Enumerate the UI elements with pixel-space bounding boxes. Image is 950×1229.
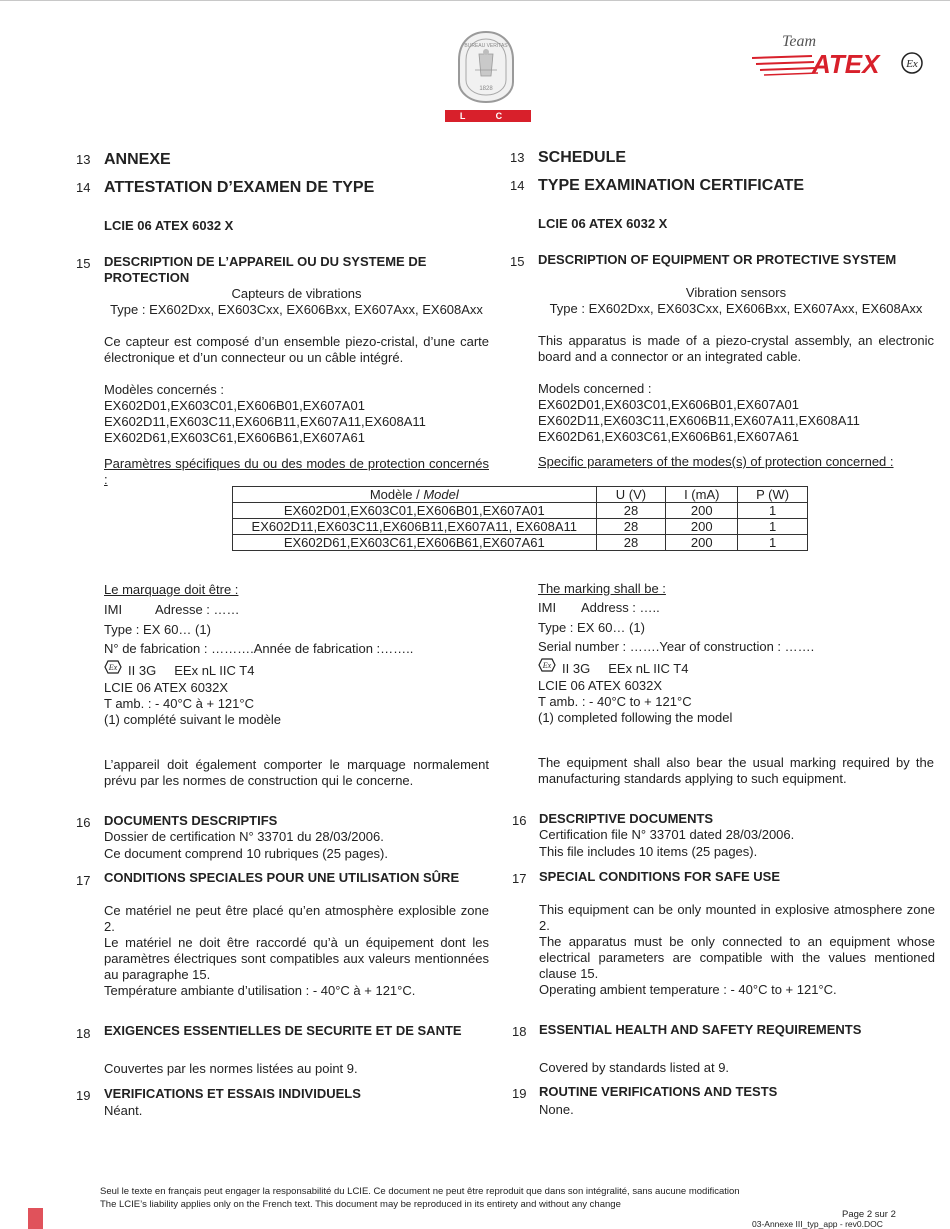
table-cell-p: 1 — [738, 535, 808, 551]
parameters-table — [232, 486, 808, 551]
fr-marking-imi: IMI — [104, 602, 123, 617]
en-section-15-title: DESCRIPTION OF EQUIPMENT OR PROTECTIVE SYSTEM — [538, 252, 897, 267]
table-cell-i: 200 — [666, 519, 738, 535]
fr-section-17-paragraph-2: Le matériel ne doit être raccordé qu’à un équipement dont les paramètres électriques sont compatibles aux valeurs mentionnées au paragraphe 15. — [104, 935, 489, 982]
fr-marking-label: Le marquage doit être : — [104, 582, 239, 597]
en-section-16-number: 16 — [512, 813, 527, 828]
corner-marker — [28, 1208, 43, 1229]
fr-section-19-number: 19 — [76, 1088, 91, 1103]
fr-section-13-number: 13 — [76, 152, 91, 167]
table-row — [233, 535, 808, 551]
fr-marking-serial: N° de fabrication : ……….Année de fabrication :…….. — [104, 641, 414, 656]
fr-section-14-number: 14 — [76, 180, 91, 195]
fr-section-18-line-1: Couvertes par les normes listées au point 9. — [104, 1061, 358, 1076]
fr-section-13-title: ANNEXE — [104, 151, 171, 168]
en-models-line-3: EX602D61,EX603C61,EX606B61,EX607A61 — [538, 429, 799, 444]
fr-section-14-title: ATTESTATION D’EXAMEN DE TYPE — [104, 179, 375, 196]
fr-certificate-number: LCIE 06 ATEX 6032 X — [104, 218, 234, 233]
table-cell-u: 28 — [596, 503, 666, 519]
en-section-17-paragraph-3: Operating ambient temperature : - 40°C to + 121°C. — [539, 982, 837, 997]
en-section-13-number: 13 — [510, 150, 525, 165]
en-marking-serial: Serial number : …….Year of construction : ……. — [538, 639, 815, 654]
en-section-15-number: 15 — [510, 254, 525, 269]
svg-text:BUREAU VERITAS: BUREAU VERITAS — [464, 43, 508, 49]
en-section-19-title: ROUTINE VERIFICATIONS AND TESTS — [539, 1084, 778, 1099]
fr-section-18-number: 18 — [76, 1026, 91, 1041]
fr-marking-address: Adresse : …… — [155, 602, 240, 617]
fr-models-label: Modèles concernés : — [104, 382, 224, 397]
table-cell-i: 200 — [666, 503, 738, 519]
table-header-p: P (W) — [738, 487, 808, 503]
fr-device-type: Type : EX602Dxx, EX603Cxx, EX606Bxx, EX607Axx, EX608Axx — [110, 302, 483, 317]
en-marking-label: The marking shall be : — [538, 581, 666, 596]
en-section-18-title: ESSENTIAL HEALTH AND SAFETY REQUIREMENTS — [539, 1022, 862, 1037]
en-marking-tamb: T amb. : - 40°C to + 121°C — [538, 694, 692, 709]
svg-text:ATEX: ATEX — [812, 49, 880, 79]
ex-hexagon-icon — [104, 660, 122, 674]
en-section-14-title: TYPE EXAMINATION CERTIFICATE — [538, 177, 805, 194]
fr-section-16-number: 16 — [76, 815, 91, 830]
en-parameters-label: Specific parameters of the modes(s) of protection concerned : — [538, 454, 894, 469]
table-row — [233, 503, 808, 519]
fr-section-17-title: CONDITIONS SPECIALES POUR UNE UTILISATION SÛRE — [104, 870, 460, 885]
fr-marking-note: (1) complété suivant le modèle — [104, 712, 282, 727]
table-cell-u: 28 — [596, 519, 666, 535]
en-models-line-1: EX602D01,EX603C01,EX606B01,EX607A01 — [538, 397, 799, 412]
en-models-label: Models concerned : — [538, 381, 652, 396]
table-cell-p: 1 — [738, 503, 808, 519]
ex-hexagon-icon — [538, 658, 556, 672]
table-header-i: I (mA) — [666, 487, 738, 503]
table-header-u: U (V) — [596, 487, 666, 503]
fr-marking-type: Type : EX 60… (1) — [104, 622, 211, 637]
bureau-veritas-seal-icon — [455, 30, 517, 105]
table-header-model-fr: Modèle / — [369, 487, 424, 502]
top-rule — [0, 0, 950, 1]
en-section-19-line-1: None. — [539, 1102, 574, 1117]
fr-models-line-1: EX602D01,EX603C01,EX606B01,EX607A01 — [104, 398, 365, 413]
svg-text:Ex: Ex — [108, 663, 118, 672]
en-section-16-line-2: This file includes 10 items (25 pages). — [539, 844, 758, 859]
en-section-16-line-1: Certification file N° 33701 dated 28/03/2006. — [539, 827, 795, 842]
table-cell-model: EX602D61,EX603C61,EX606B61,EX607A61 — [233, 535, 597, 551]
table-header-row — [233, 487, 808, 503]
en-models-line-2: EX602D11,EX603C11,EX606B11,EX607A11,EX608A11 — [538, 413, 860, 428]
en-section-18-line-1: Covered by standards listed at 9. — [539, 1060, 730, 1075]
footer-page-number: Page 2 sur 2 — [842, 1209, 896, 1220]
svg-text:Team: Team — [782, 33, 817, 50]
en-marking-imi: IMI — [538, 600, 557, 615]
lcie-logo: L C I E — [445, 110, 531, 122]
fr-marking-code: II 3G EEx nL IIC T4 — [128, 663, 255, 678]
en-marking-certificate: LCIE 06 ATEX 6032X — [538, 678, 663, 693]
en-section-19-number: 19 — [512, 1086, 527, 1101]
table-cell-p: 1 — [738, 519, 808, 535]
fr-device-description: Ce capteur est composé d’un ensemble piezo-cristal, d’une carte électronique et d’un connecteur ou un câble intégré. — [104, 334, 489, 365]
fr-section-16-line-2: Ce document comprend 10 rubriques (25 pages). — [104, 846, 388, 861]
en-section-17-paragraph-1: This equipment can be only mounted in explosive atmosphere zone 2. — [539, 902, 935, 933]
en-device-description: This apparatus is made of a piezo-crystal assembly, an electronic board and a connector or an integrated cable. — [538, 333, 934, 364]
en-marking-note: (1) completed following the model — [538, 710, 733, 725]
table-cell-u: 28 — [596, 535, 666, 551]
en-device-type: Type : EX602Dxx, EX603Cxx, EX606Bxx, EX607Axx, EX608Axx — [549, 301, 923, 316]
en-marking-address: Address : ….. — [581, 600, 660, 615]
table-header-model — [233, 487, 597, 503]
fr-device-name: Capteurs de vibrations — [231, 286, 362, 301]
fr-models-line-2: EX602D11,EX603C11,EX606B11,EX607A11,EX608A11 — [104, 414, 426, 429]
fr-marking-certificate: LCIE 06 ATEX 6032X — [104, 680, 229, 695]
en-section-16-title: DESCRIPTIVE DOCUMENTS — [539, 811, 714, 826]
table-row — [233, 519, 808, 535]
fr-parameters-label: Paramètres spécifiques du ou des modes de protection concernés : — [104, 456, 489, 487]
fr-section-17-number: 17 — [76, 873, 91, 888]
table-cell-i: 200 — [666, 535, 738, 551]
footer-file-name: 03-Annexe III_typ_app - rev0.DOC — [752, 1219, 883, 1229]
svg-text:Ex: Ex — [906, 58, 918, 70]
fr-marking-tamb: T amb. : - 40°C à + 121°C — [104, 696, 254, 711]
fr-section-19-line-1: Néant. — [104, 1103, 143, 1118]
team-atex-logo-icon — [752, 30, 930, 80]
en-device-name: Vibration sensors — [685, 285, 787, 300]
fr-section-15-title: DESCRIPTION DE L’APPAREIL OU DU SYSTEME DE PROTECTION — [104, 254, 427, 285]
fr-section-19-title: VERIFICATIONS ET ESSAIS INDIVIDUELS — [104, 1086, 361, 1101]
fr-section-17-paragraph-1: Ce matériel ne peut être placé qu’en atmosphère explosible zone 2. — [104, 903, 489, 934]
fr-section-18-title: EXIGENCES ESSENTIELLES DE SECURITE ET DE SANTE — [104, 1023, 462, 1038]
fr-section-15-number: 15 — [76, 256, 91, 271]
fr-usual-marking: L’appareil doit également comporter le marquage normalement prévu par les normes de construction qui le concerne. — [104, 757, 489, 788]
en-marking-type: Type : EX 60… (1) — [538, 620, 645, 635]
en-section-13-title: SCHEDULE — [538, 149, 627, 166]
en-section-17-number: 17 — [512, 871, 527, 886]
footer-disclaimer-fr: Seul le texte en français peut engager la responsabilité du LCIE. Ce document ne peut être reproduit que dans son intégralité, sans aucune modification — [100, 1186, 740, 1197]
en-section-17-title: SPECIAL CONDITIONS FOR SAFE USE — [539, 869, 781, 884]
en-certificate-number: LCIE 06 ATEX 6032 X — [538, 216, 668, 231]
en-usual-marking: The equipment shall also bear the usual marking required by the manufacturing standards applying to such equipment. — [538, 755, 934, 786]
en-section-18-number: 18 — [512, 1024, 527, 1039]
fr-models-line-3: EX602D61,EX603C61,EX606B61,EX607A61 — [104, 430, 365, 445]
en-section-14-number: 14 — [510, 178, 525, 193]
fr-section-17-paragraph-3: Température ambiante d’utilisation : - 40°C à + 121°C. — [104, 983, 416, 998]
table-header-model-en: Model — [423, 487, 459, 502]
en-marking-code: II 3G EEx nL IIC T4 — [562, 661, 689, 676]
en-section-17-paragraph-2: The apparatus must be only connected to an equipment whose electrical parameters are compatible with the values mentioned clause 15. — [539, 934, 935, 981]
fr-section-16-line-1: Dossier de certification N° 33701 du 28/03/2006. — [104, 829, 384, 844]
table-cell-model: EX602D01,EX603C01,EX606B01,EX607A01 — [233, 503, 597, 519]
svg-text:1828: 1828 — [479, 86, 493, 92]
fr-section-16-title: DOCUMENTS DESCRIPTIFS — [104, 813, 278, 828]
svg-text:Ex: Ex — [542, 661, 552, 670]
table-cell-model: EX602D11,EX603C11,EX606B11,EX607A11, EX608A11 — [233, 519, 597, 535]
footer-disclaimer-en: The LCIE’s liability applies only on the French text. This document may be reproduced in its entirety and without any change — [100, 1199, 621, 1210]
